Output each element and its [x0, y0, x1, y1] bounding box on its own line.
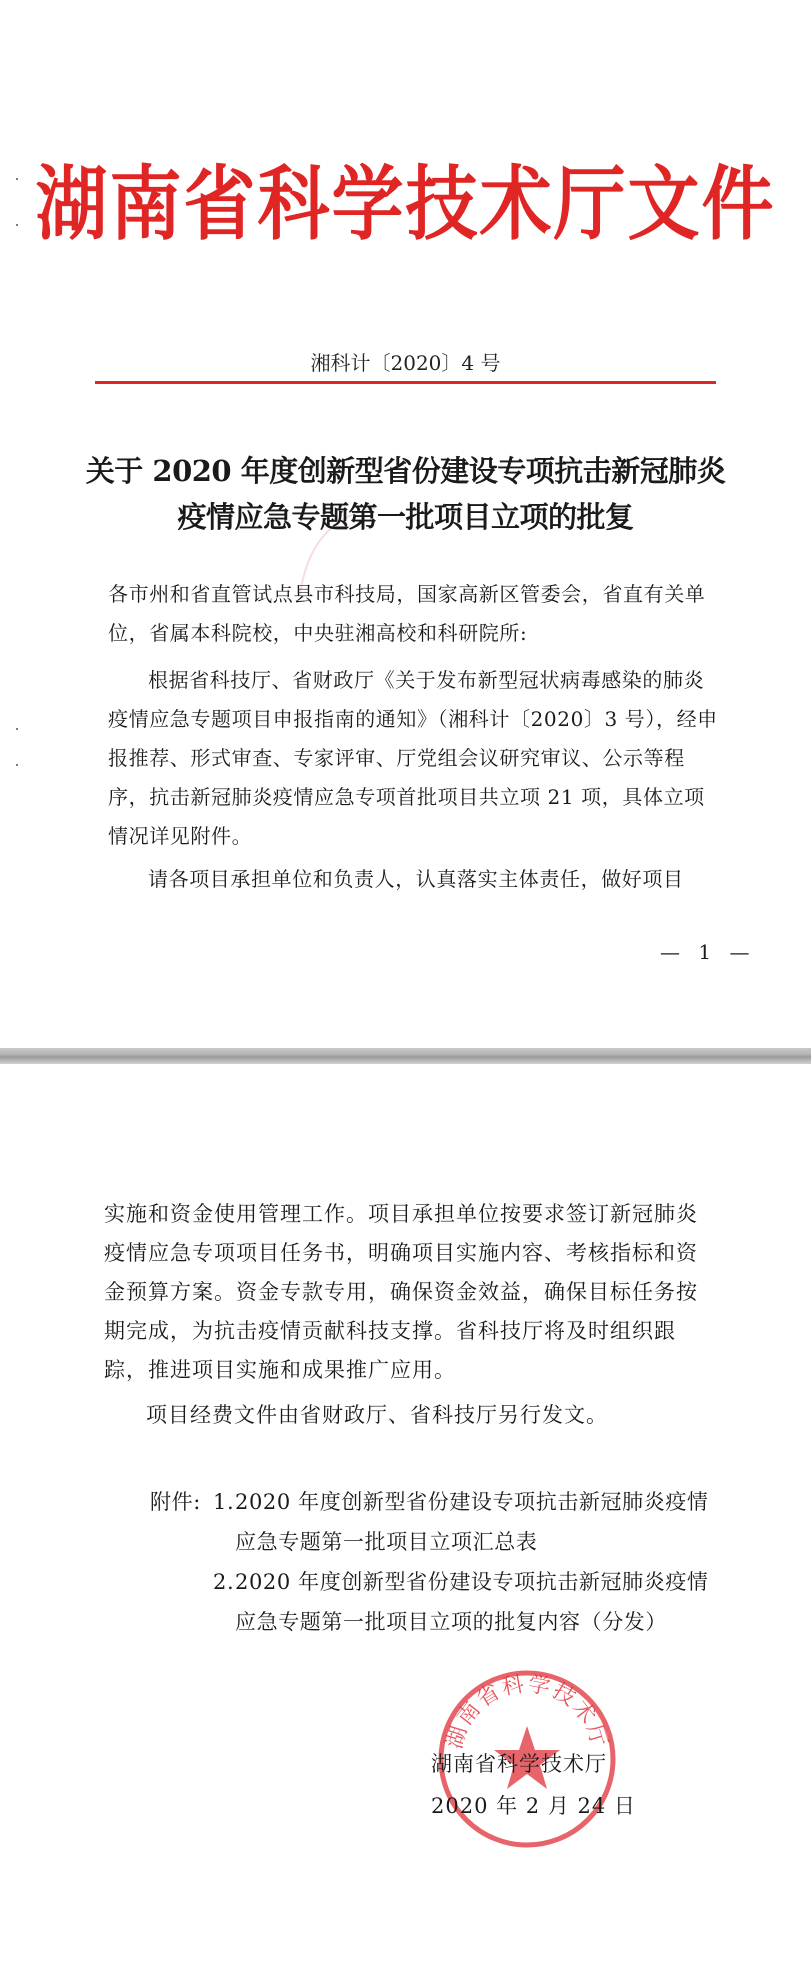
attachment-text: 2020 年度创新型省份建设专项抗击新冠肺炎疫情应急专题第一批项目立项汇总表 — [235, 1490, 709, 1554]
attachment-item — [213, 1562, 733, 1642]
document-title-line-2: 疫情应急专题第一批项目立项的批复 — [177, 500, 634, 534]
attachments-label: 附件: — [150, 1490, 201, 1514]
page-number: — 1 — — [660, 940, 756, 964]
body-paragraph-2-start: 请各项目承担单位和负责人，认真落实主体责任，做好项目 — [148, 867, 684, 891]
document-title — [60, 448, 751, 540]
page-break — [0, 1048, 811, 1064]
seal-text: 湖南省科学技术厅 — [442, 1671, 612, 1752]
attachment-number: 1. — [213, 1490, 235, 1514]
scan-speck — [16, 728, 18, 730]
attachment-item — [213, 1482, 733, 1562]
addressee-paragraph: 各市州和省直管试点县市科技局，国家高新区管委会，省直有关单位，省属本科院校，中央驻湘高校和科研院所: — [108, 582, 706, 645]
issue-date: 2020 年 2 月 24 日 — [431, 1794, 636, 1818]
attachment-text: 2020 年度创新型省份建设专项抗击新冠肺炎疫情应急专题第一批项目立项的批复内容（分发） — [235, 1570, 709, 1634]
document-title-line-1: 关于 2020 年度创新型省份建设专项抗击新冠肺炎 — [85, 454, 726, 488]
document-number: 湘科计〔2020〕4 号 — [310, 351, 501, 375]
body-paragraph-1: 根据省科技厅、省财政厅《关于发布新型冠状病毒感染的肺炎疫情应急专题项目申报指南的通知》（湘科计〔2020〕3 号），经申报推荐、形式审查、专家评审、厅党组会议研究审议、公示等程序，抗击新冠肺炎疫情应急专项首批项目共立项 21 项，具体立项情况详见附件。 — [108, 668, 718, 848]
document-header-title: 湖南省科学技术厅文件 — [35, 155, 776, 252]
issuer-name: 湖南省科学技术厅 — [431, 1752, 607, 1776]
red-divider-line — [95, 381, 716, 384]
attachment-number: 2. — [213, 1570, 235, 1594]
scan-speck — [16, 764, 18, 766]
body-paragraph-2-continued: 实施和资金使用管理工作。项目承担单位按要求签订新冠肺炎疫情应急专项项目任务书，明确项目实施内容、考核指标和资金预算方案。资金专款专用，确保资金效益，确保目标任务按期完成，为抗击疫情贡献科技支撑。省科技厅将及时组织跟踪，推进项目实施和成果推广应用。 — [104, 1202, 698, 1382]
body-paragraph-3: 项目经费文件由省财政厅、省科技厅另行发文。 — [146, 1403, 608, 1427]
